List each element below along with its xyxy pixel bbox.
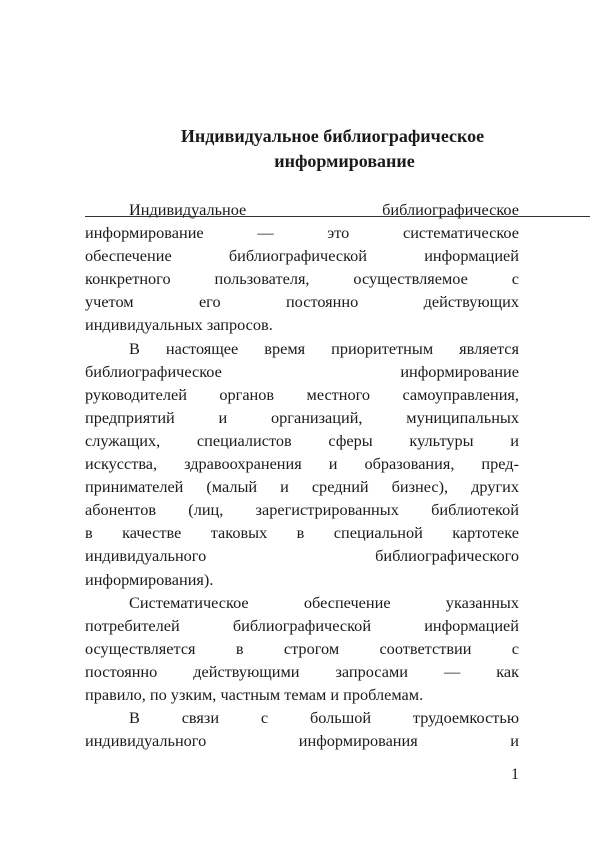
- paragraph-definition: [85, 198, 519, 337]
- text-line: учетом его постоянно действующих: [85, 292, 519, 312]
- paragraph-labor: [85, 706, 519, 752]
- paragraph-systematic: [85, 591, 519, 706]
- text-line: принимателей (малый и средний бизнес), других: [85, 477, 519, 497]
- text-line: В связи с большой трудоемкостью: [129, 708, 519, 728]
- text-line: обеспечение библиографической информацией: [85, 246, 519, 266]
- text-line: Индивидуальное библиографическое: [129, 200, 519, 219]
- text-line: потребителей библиографической информацией: [85, 615, 519, 635]
- text-line: осуществляется в строгом соответствии с: [85, 638, 519, 658]
- text-line: индивидуального информирования и: [85, 731, 519, 751]
- title-line-2: информирование: [274, 151, 415, 171]
- text-line: информирования).: [85, 569, 214, 589]
- paragraph-priority: [85, 337, 519, 591]
- page-number: 1: [511, 766, 519, 783]
- text-line: библиографическое информирование: [85, 361, 519, 381]
- text-line: правило, по узким, частным темам и проблемам.: [85, 684, 424, 704]
- text-line: постоянно действующими запросами — как: [85, 661, 519, 681]
- page-title: [80, 124, 585, 174]
- text-line: в качестве таковых в специальной картотеке: [85, 523, 519, 543]
- text-line: информирование — это систематическое: [85, 223, 519, 243]
- text-line: конкретного пользователя, осуществляемое с: [85, 269, 519, 289]
- text-line: индивидуального библиографического: [85, 546, 519, 566]
- document-body: [85, 198, 519, 752]
- text-line: индивидуальных запросов.: [85, 315, 273, 335]
- text-line: служащих, специалистов сферы культуры и: [85, 430, 519, 450]
- text-line: предприятий и организаций, муниципальных: [85, 407, 519, 427]
- text-line: В настоящее время приоритетным является: [129, 338, 519, 358]
- title-line-1: Индивидуальное библиографическое: [180, 126, 485, 146]
- text-line: абонентов (лиц, зарегистрированных библиотекой: [85, 500, 519, 520]
- text-line: Систематическое обеспечение указанных: [129, 592, 519, 612]
- text-line: искусства, здравоохранения и образования, пред-: [85, 454, 519, 474]
- text-line: руководителей органов местного самоуправления,: [85, 384, 519, 404]
